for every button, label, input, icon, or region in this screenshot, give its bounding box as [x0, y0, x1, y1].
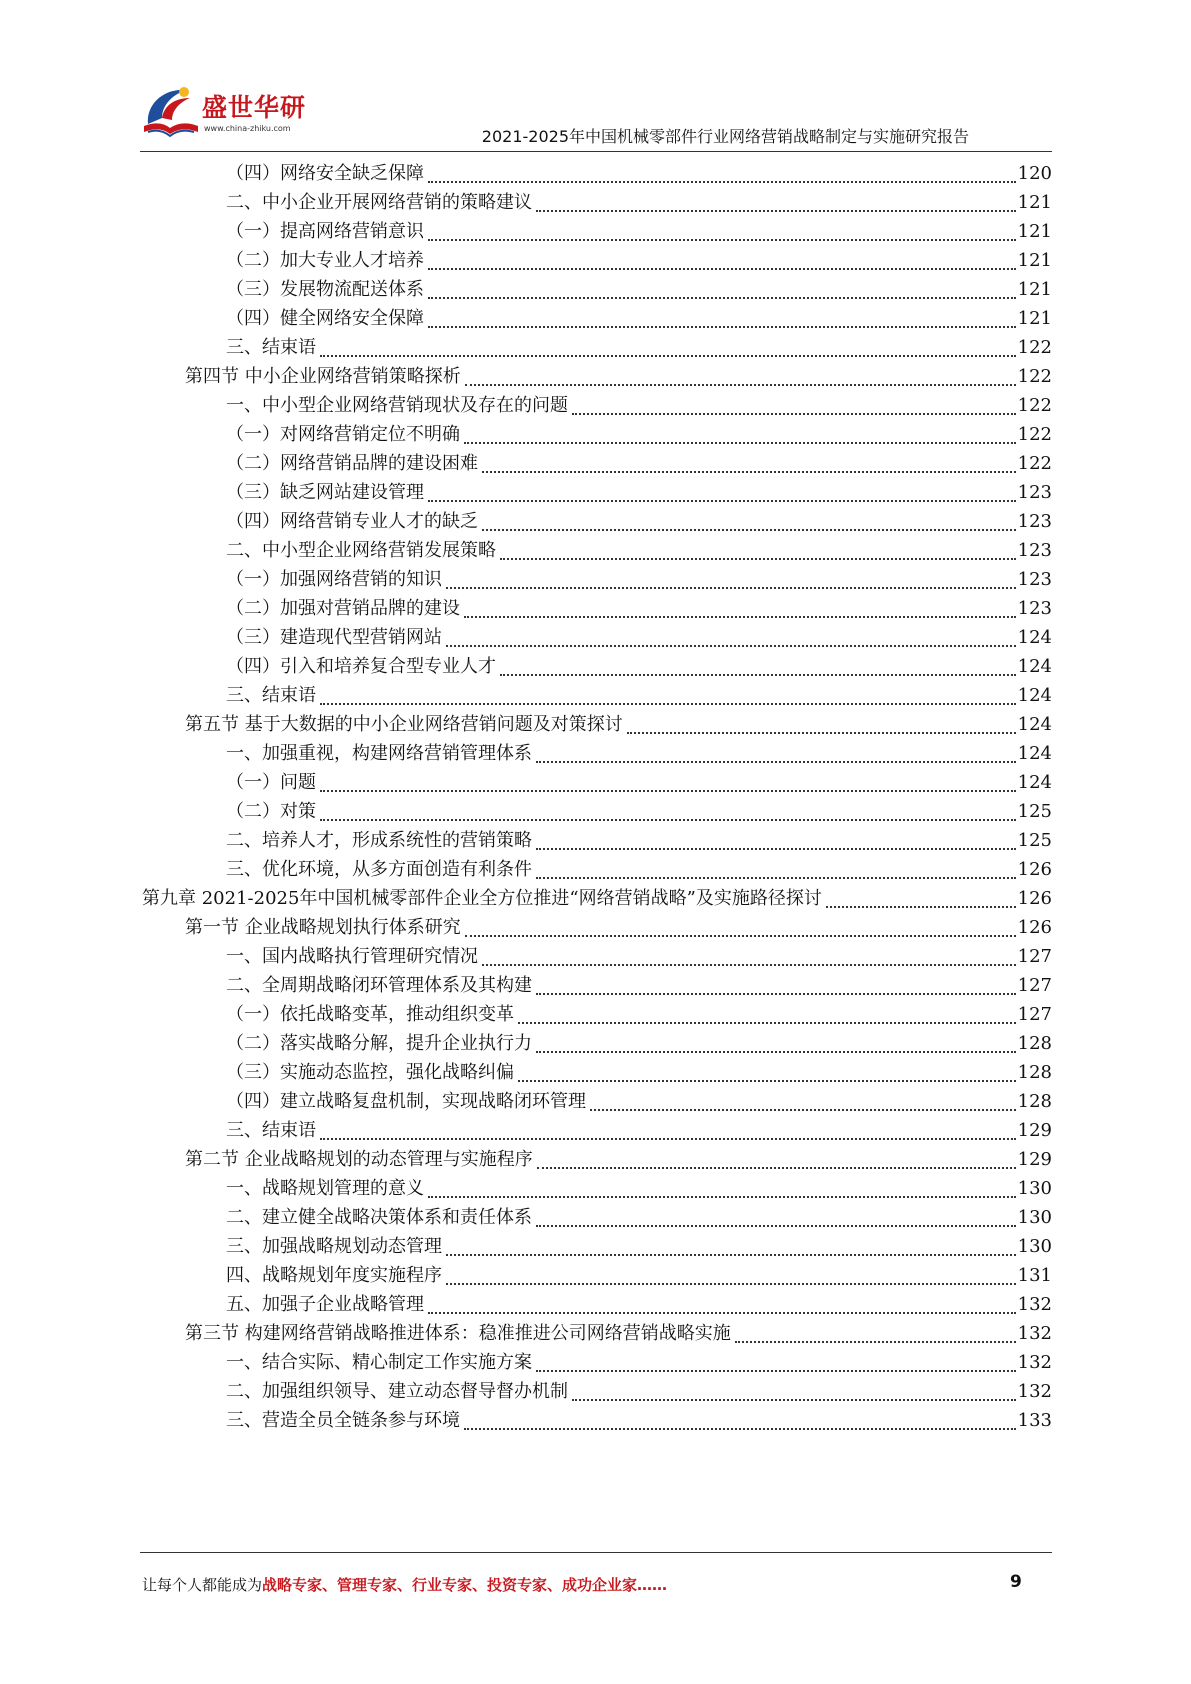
toc-leader-dots: [446, 1253, 1016, 1256]
slogan-prefix: 让每个人都能成为: [142, 1576, 263, 1594]
toc-entry-title: 一、战略规划管理的意义: [226, 1178, 424, 1199]
toc-entry-page: 124: [1017, 714, 1052, 735]
toc-entry-page: 131: [1017, 1265, 1052, 1286]
toc-leader-dots: [428, 180, 1016, 183]
toc-entry-title: 第五节 基于大数据的中小企业网络营销问题及对策探讨: [185, 714, 623, 735]
toc-entry[interactable]: [226, 274, 1052, 305]
toc-entry-title: （四）引入和培养复合型专业人才: [226, 656, 496, 677]
toc-entry[interactable]: [226, 1115, 1052, 1146]
toc-leader-dots: [446, 1282, 1016, 1285]
toc-entry-title: （四）建立战略复盘机制，实现战略闭环管理: [226, 1091, 586, 1112]
toc-leader-dots: [627, 731, 1016, 734]
toc-entry-page: 129: [1017, 1120, 1052, 1141]
toc-leader-dots: [482, 963, 1016, 966]
toc-leader-dots: [590, 1108, 1016, 1111]
toc-entry[interactable]: [185, 1144, 1052, 1175]
footer-slogan: [142, 1574, 667, 1595]
slogan-highlight: 战略专家、管理专家、行业专家、投资专家、成功企业家……: [262, 1576, 668, 1594]
toc-entry-page: 124: [1017, 656, 1052, 677]
toc-entry[interactable]: [226, 1086, 1052, 1117]
toc-leader-dots: [536, 760, 1016, 763]
toc-entry[interactable]: [226, 651, 1052, 682]
toc-entry-title: （二）对策: [226, 801, 316, 822]
toc-entry-title: （一）依托战略变革，推动组织变革: [226, 1004, 514, 1025]
toc-leader-dots: [464, 1427, 1016, 1430]
toc-entry-title: 三、优化环境，从多方面创造有利条件: [226, 859, 532, 880]
toc-leader-dots: [518, 1079, 1016, 1082]
toc-entry-page: 125: [1017, 830, 1052, 851]
toc-leader-dots: [428, 267, 1016, 270]
toc-entry-page: 124: [1017, 685, 1052, 706]
toc-entry[interactable]: [226, 796, 1052, 827]
toc-entry-title: （二）网络营销品牌的建设困难: [226, 453, 478, 474]
toc-entry[interactable]: [226, 738, 1052, 769]
toc-entry[interactable]: [226, 854, 1052, 885]
toc-entry[interactable]: [185, 361, 1052, 392]
toc-entry-page: 122: [1017, 453, 1052, 474]
toc-entry[interactable]: [226, 1057, 1052, 1088]
toc-entry-title: （一）加强网络营销的知识: [226, 569, 442, 590]
toc-leader-dots: [320, 818, 1016, 821]
toc-entry[interactable]: [226, 506, 1052, 537]
toc-entry-page: 123: [1017, 598, 1052, 619]
toc-leader-dots: [446, 644, 1016, 647]
toc-entry-title: （一）对网络营销定位不明确: [226, 424, 460, 445]
toc-entry[interactable]: [226, 999, 1052, 1030]
book-logo-icon: [140, 84, 202, 142]
toc-entry-page: 122: [1017, 366, 1052, 387]
toc-entry-page: 132: [1017, 1323, 1052, 1344]
toc-entry-title: 二、培养人才，形成系统性的营销策略: [226, 830, 532, 851]
toc-entry[interactable]: [226, 535, 1052, 566]
toc-entry-title: （三）缺乏网站建设管理: [226, 482, 424, 503]
page-number: 9: [1010, 1572, 1022, 1592]
toc-entry-page: 121: [1017, 308, 1052, 329]
toc-entry-page: 120: [1017, 163, 1052, 184]
toc-leader-dots: [464, 615, 1016, 618]
toc-leader-dots: [537, 1166, 1016, 1169]
toc-entry-page: 124: [1017, 627, 1052, 648]
toc-entry[interactable]: [226, 1202, 1052, 1233]
toc-entry-title: （三）发展物流配送体系: [226, 279, 424, 300]
toc-entry-title: （二）加大专业人才培养: [226, 250, 424, 271]
toc-leader-dots: [536, 876, 1016, 879]
toc-entry-title: 一、结合实际、精心制定工作实施方案: [226, 1352, 532, 1373]
toc-leader-dots: [464, 441, 1016, 444]
toc-entry-page: 121: [1017, 221, 1052, 242]
toc-entry[interactable]: [226, 332, 1052, 363]
toc-entry-title: 一、加强重视，构建网络营销管理体系: [226, 743, 532, 764]
toc-entry[interactable]: [185, 1318, 1052, 1349]
toc-entry-title: （二）加强对营销品牌的建设: [226, 598, 460, 619]
toc-entry-page: 133: [1017, 1410, 1052, 1431]
toc-leader-dots: [536, 1224, 1016, 1227]
toc-entry-title: 二、加强组织领导、建立动态督导督办机制: [226, 1381, 568, 1402]
toc-entry-title: 第九章 2021-2025年中国机械零部件企业全方位推进“网络营销战略”及实施路径探讨: [142, 888, 822, 909]
toc-entry-title: 三、结束语: [226, 1120, 316, 1141]
toc-leader-dots: [735, 1340, 1016, 1343]
toc-entry-title: （四）网络营销专业人才的缺乏: [226, 511, 478, 532]
toc-entry-page: 128: [1017, 1033, 1052, 1054]
toc-leader-dots: [536, 1369, 1016, 1372]
toc-entry[interactable]: [226, 1405, 1052, 1436]
toc-entry[interactable]: [226, 1028, 1052, 1059]
header-divider: [140, 151, 1052, 152]
toc-leader-dots: [428, 325, 1016, 328]
toc-leader-dots: [428, 1195, 1016, 1198]
toc-entry-title: 二、中小企业开展网络营销的策略建议: [226, 192, 532, 213]
company-logo: [140, 84, 310, 144]
toc-entry[interactable]: [226, 680, 1052, 711]
toc-entry[interactable]: [226, 564, 1052, 595]
toc-entry-title: 第四节 中小企业网络营销策略探析: [185, 366, 461, 387]
toc-entry[interactable]: [226, 1260, 1052, 1291]
toc-entry-page: 124: [1017, 772, 1052, 793]
toc-entry-title: 第三节 构建网络营销战略推进体系：稳准推进公司网络营销战略实施: [185, 1323, 731, 1344]
toc-entry[interactable]: [226, 1289, 1052, 1320]
toc-entry[interactable]: [226, 622, 1052, 653]
toc-entry[interactable]: [226, 825, 1052, 856]
toc-entry-page: 126: [1017, 917, 1052, 938]
toc-leader-dots: [446, 586, 1016, 589]
toc-leader-dots: [428, 499, 1016, 502]
toc-entry[interactable]: [226, 970, 1052, 1001]
toc-leader-dots: [428, 1311, 1016, 1314]
toc-leader-dots: [518, 1021, 1016, 1024]
toc-entry[interactable]: [226, 767, 1052, 798]
toc-entry-title: （三）实施动态监控，强化战略纠偏: [226, 1062, 514, 1083]
toc-entry-page: 127: [1017, 1004, 1052, 1025]
toc-entry-page: 132: [1017, 1294, 1052, 1315]
toc-leader-dots: [465, 383, 1016, 386]
toc-entry-title: 三、结束语: [226, 337, 316, 358]
toc-entry-title: 一、国内战略执行管理研究情况: [226, 946, 478, 967]
toc-entry-page: 125: [1017, 801, 1052, 822]
toc-entry[interactable]: [226, 187, 1052, 218]
toc-leader-dots: [572, 1398, 1016, 1401]
toc-entry-title: 三、结束语: [226, 685, 316, 706]
toc-entry[interactable]: [142, 883, 1052, 914]
toc-leader-dots: [320, 702, 1016, 705]
toc-entry-page: 122: [1017, 337, 1052, 358]
toc-entry[interactable]: [185, 709, 1052, 740]
toc-entry[interactable]: [185, 912, 1052, 943]
toc-entry[interactable]: [226, 1173, 1052, 1204]
toc-entry-page: 130: [1017, 1178, 1052, 1199]
toc-entry[interactable]: [226, 303, 1052, 334]
toc-entry-page: 121: [1017, 192, 1052, 213]
toc-entry[interactable]: [226, 593, 1052, 624]
toc-entry-title: 二、全周期战略闭环管理体系及其构建: [226, 975, 532, 996]
toc-leader-dots: [428, 238, 1016, 241]
toc-entry-title: （一）提高网络营销意识: [226, 221, 424, 242]
toc-entry-page: 123: [1017, 511, 1052, 532]
toc-entry-page: 132: [1017, 1381, 1052, 1402]
toc-entry-page: 126: [1017, 859, 1052, 880]
toc-entry-page: 121: [1017, 279, 1052, 300]
toc-leader-dots: [536, 992, 1016, 995]
toc-leader-dots: [536, 847, 1016, 850]
toc-entry[interactable]: [226, 1231, 1052, 1262]
toc-entry-page: 121: [1017, 250, 1052, 271]
toc-entry[interactable]: [226, 419, 1052, 450]
toc-entry-page: 128: [1017, 1062, 1052, 1083]
toc-entry-page: 130: [1017, 1236, 1052, 1257]
report-title: 2021-2025年中国机械零部件行业网络营销战略制定与实施研究报告: [481, 127, 969, 146]
toc-leader-dots: [482, 528, 1016, 531]
logo-url: www.china-zhiku.com: [204, 124, 291, 133]
toc-entry[interactable]: [226, 477, 1052, 508]
toc-leader-dots: [482, 470, 1016, 473]
toc-leader-dots: [428, 296, 1016, 299]
toc-leader-dots: [500, 557, 1016, 560]
toc-entry-page: 126: [1017, 888, 1052, 909]
toc-entry-title: 四、战略规划年度实施程序: [226, 1265, 442, 1286]
toc-entry[interactable]: [226, 245, 1052, 276]
toc-entry-title: 五、加强子企业战略管理: [226, 1294, 424, 1315]
toc-entry-title: （四）健全网络安全保障: [226, 308, 424, 329]
toc-leader-dots: [320, 1137, 1016, 1140]
toc-entry-page: 123: [1017, 569, 1052, 590]
toc-entry-page: 132: [1017, 1352, 1052, 1373]
toc-entry-page: 123: [1017, 482, 1052, 503]
toc-entry-title: 二、中小型企业网络营销发展策略: [226, 540, 496, 561]
toc-leader-dots: [826, 905, 1016, 908]
toc-leader-dots: [572, 412, 1016, 415]
toc-entry-title: 一、中小型企业网络营销现状及存在的问题: [226, 395, 568, 416]
toc-entry-page: 130: [1017, 1207, 1052, 1228]
toc-entry-title: 第二节 企业战略规划的动态管理与实施程序: [185, 1149, 533, 1170]
footer-divider: [140, 1552, 1052, 1553]
toc-entry-page: 128: [1017, 1091, 1052, 1112]
toc-leader-dots: [500, 673, 1016, 676]
toc-entry-page: 123: [1017, 540, 1052, 561]
toc-entry-title: （二）落实战略分解，提升企业执行力: [226, 1033, 532, 1054]
toc-entry-page: 122: [1017, 424, 1052, 445]
toc-entry-page: 127: [1017, 946, 1052, 967]
toc-leader-dots: [320, 354, 1016, 357]
toc-entry[interactable]: [226, 448, 1052, 479]
toc-entry-page: 124: [1017, 743, 1052, 764]
toc-entry-title: 三、加强战略规划动态管理: [226, 1236, 442, 1257]
toc-entry-title: （三）建造现代型营销网站: [226, 627, 442, 648]
toc-entry[interactable]: [226, 390, 1052, 421]
toc-leader-dots: [536, 209, 1016, 212]
toc-leader-dots: [465, 934, 1016, 937]
toc-entry[interactable]: [226, 158, 1052, 189]
toc-entry-title: 二、建立健全战略决策体系和责任体系: [226, 1207, 532, 1228]
toc-entry-page: 129: [1017, 1149, 1052, 1170]
toc-entry-title: （一）问题: [226, 772, 316, 793]
toc-entry[interactable]: [226, 1376, 1052, 1407]
logo-text: 盛世华研: [202, 93, 307, 122]
toc-entry-page: 127: [1017, 975, 1052, 996]
toc-leader-dots: [320, 789, 1016, 792]
toc-entry-title: （四）网络安全缺乏保障: [226, 163, 424, 184]
toc-entry[interactable]: [226, 941, 1052, 972]
toc-entry[interactable]: [226, 216, 1052, 247]
toc-entry-page: 122: [1017, 395, 1052, 416]
toc-entry[interactable]: [226, 1347, 1052, 1378]
toc-entry-title: 第一节 企业战略规划执行体系研究: [185, 917, 461, 938]
page-header: [0, 0, 1191, 160]
toc-leader-dots: [536, 1050, 1016, 1053]
toc-entry-title: 三、营造全员全链条参与环境: [226, 1410, 460, 1431]
